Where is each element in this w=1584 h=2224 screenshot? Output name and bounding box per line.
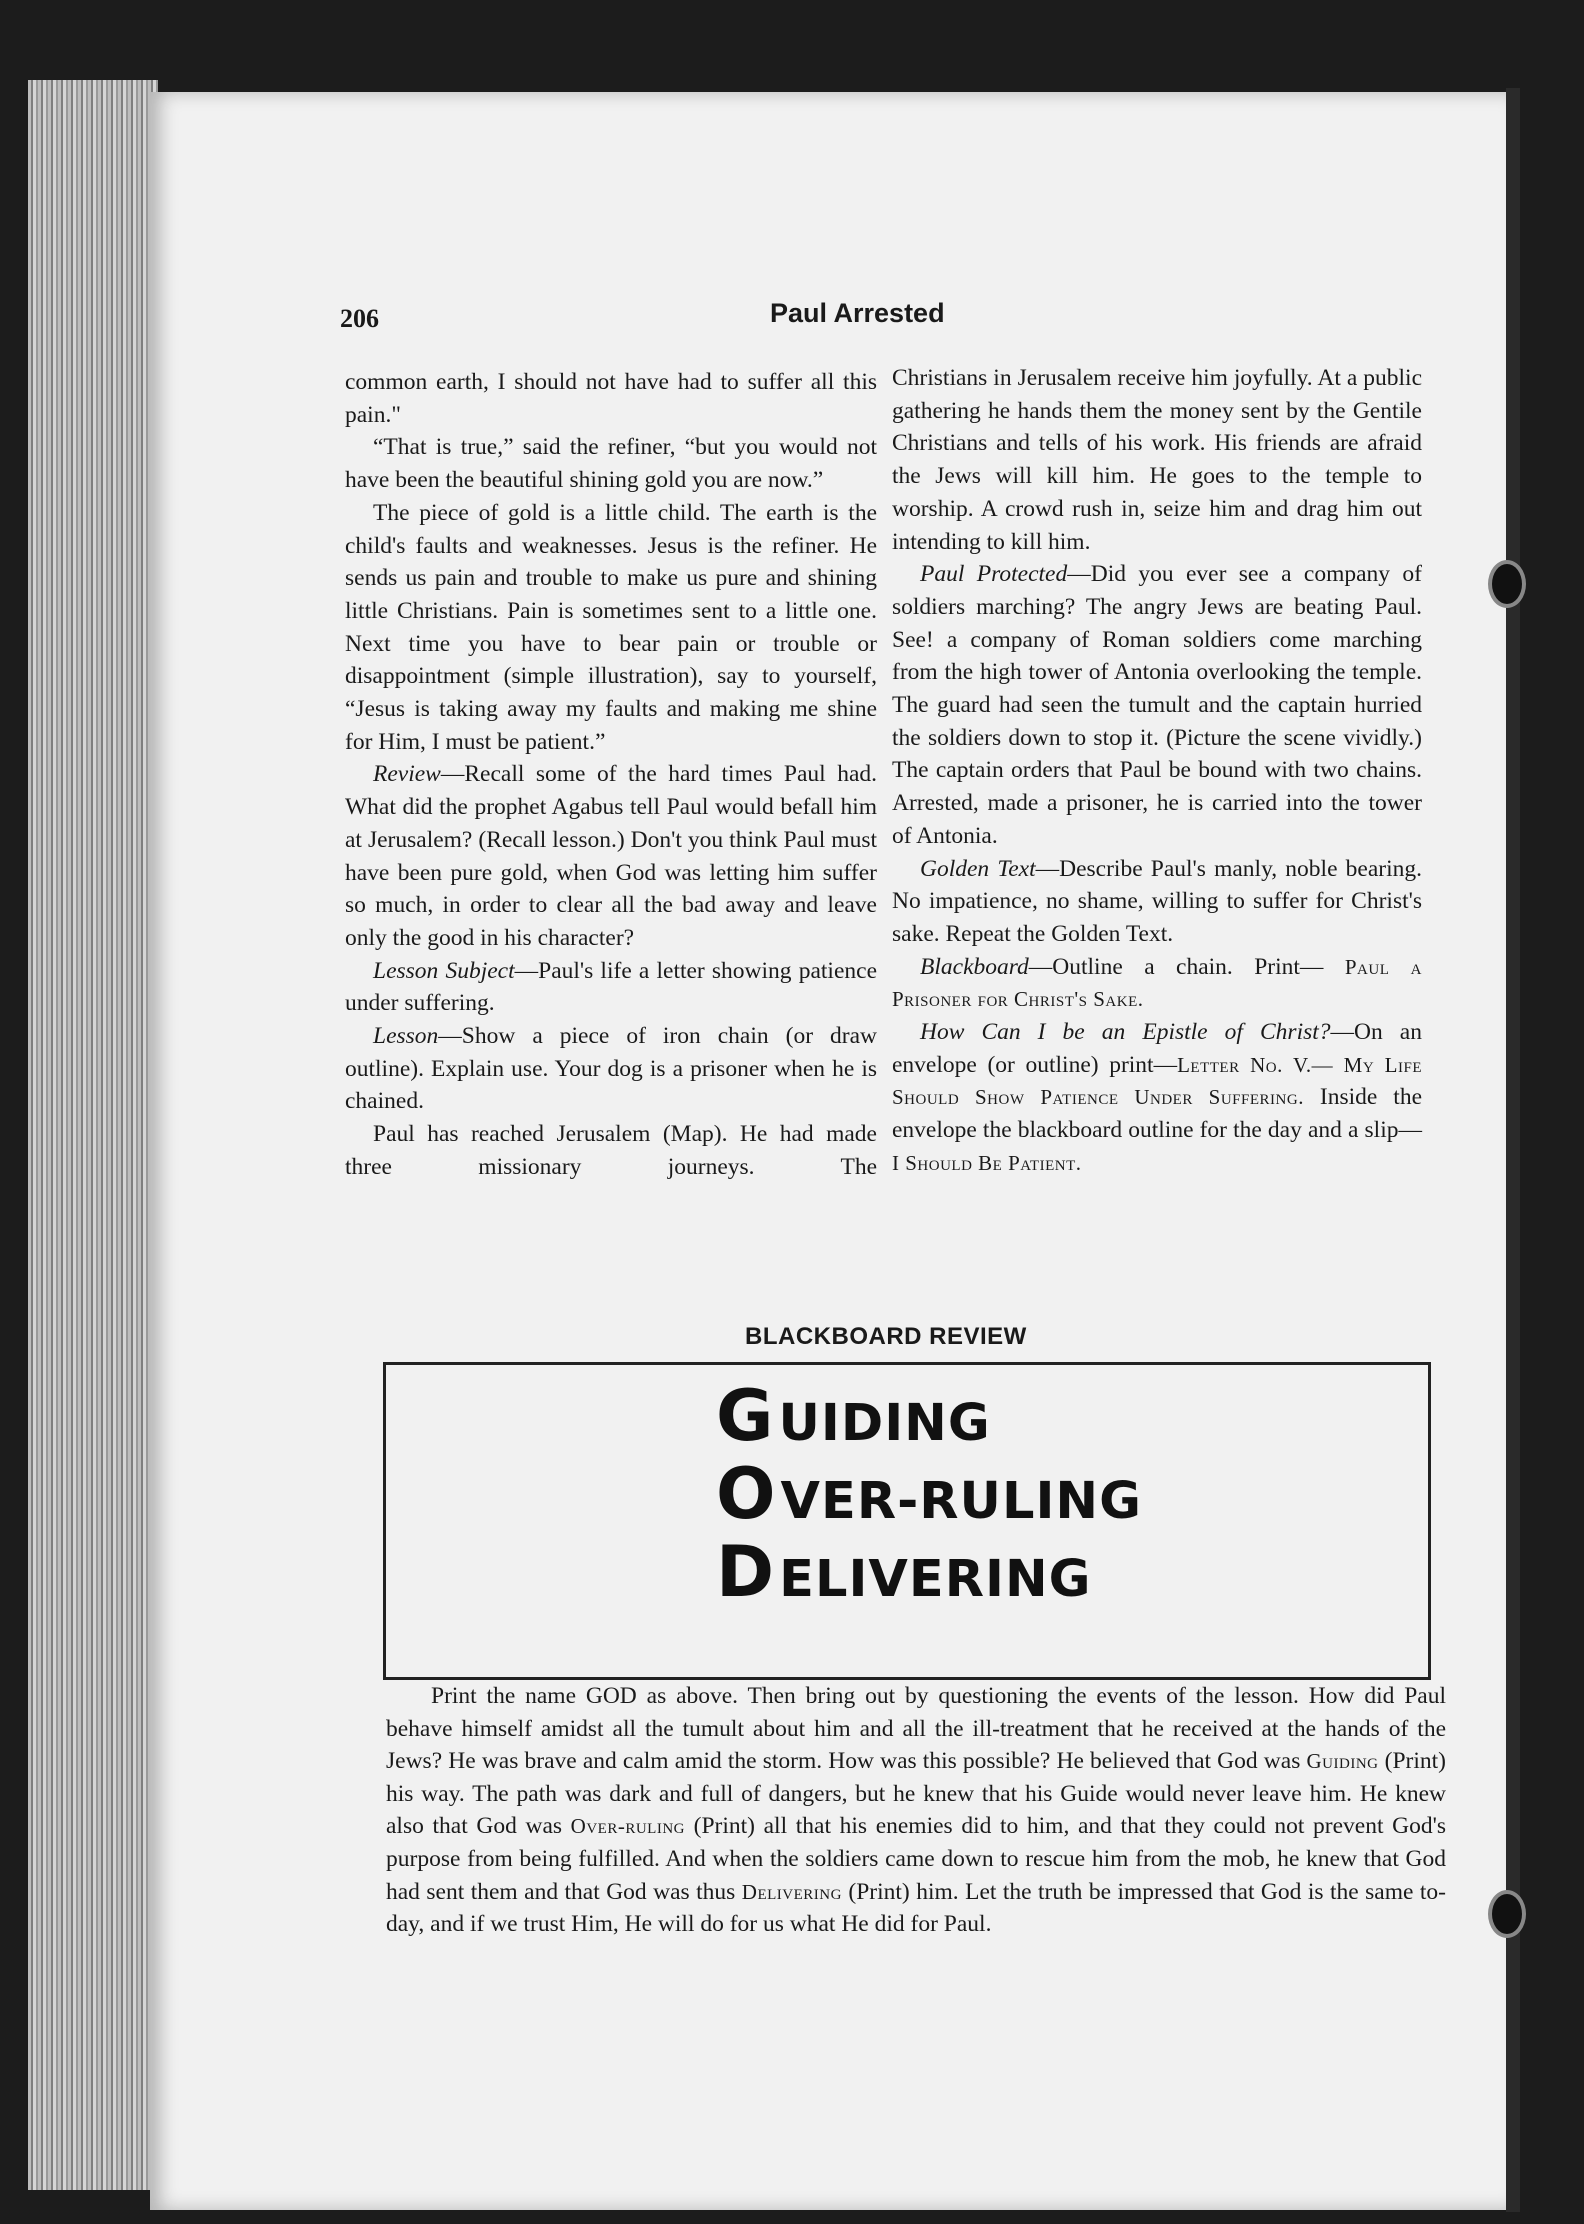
- blackboard-word: VER-RULING: [780, 1472, 1142, 1531]
- review-text: —Recall some of the hard times Paul had. What did the prophet Agabus tell Paul would befall him at Jerusalem? (Recall lesson.) Don't you think Paul must have been pure gold, when God was letting him suffer so much, in order to clear all the bad away and leave only the good in his character?: [345, 761, 877, 951]
- closing-caps: Guiding: [1306, 1749, 1379, 1774]
- running-title: Paul Arrested: [770, 298, 945, 328]
- blackboard-review-box: [383, 1362, 1431, 1680]
- lesson-label: Lesson: [373, 1023, 439, 1050]
- paul-protected-label: Paul Protected: [920, 561, 1068, 588]
- blackboard-initial: G: [716, 1375, 775, 1457]
- golden-text-text: —Describe Paul's manly, noble bearing. No impatience, no shame, willing to suffer for Christ's sake. Repeat the Golden Text.: [892, 855, 1422, 947]
- closing-caps: Delivering: [741, 1879, 842, 1904]
- paragraph: Paul has reached Jerusalem (Map). He had made three missionary journeys. The: [345, 1121, 877, 1180]
- golden-text-label: Golden Text: [920, 855, 1036, 882]
- closing-caps: Over-ruling: [570, 1814, 685, 1839]
- epistle-label: How Can I be an Epistle of Christ?: [920, 1019, 1331, 1046]
- book-page-edges: [28, 80, 158, 2190]
- paragraph: The piece of gold is a little child. The earth is the child's faults and weaknesses. Jesus is the refiner. He sends us pain and trouble to make us pure and shining little Christians. Pain is sometimes sent to a little one. Next time you have to bear pain or trouble or disappointment (simple illustration), say to yourself, “Jesus is taking away my faults and making me shine for Him, I must be patient.”: [345, 499, 877, 755]
- closing-paragraph: [386, 1680, 1446, 1941]
- closing-paragraph-block: [386, 1680, 1446, 1941]
- closing-text: (Print) him. Let the truth be impressed that God is the same to-day, and if we trust Him, He will do for us what He did for Paul.: [386, 1878, 1446, 1938]
- review-paragraph: [345, 758, 877, 954]
- blackboard-word: ELIVERING: [779, 1550, 1092, 1609]
- blackboard-line-overruling: [716, 1453, 1142, 1535]
- blackboard-initial: O: [716, 1453, 777, 1535]
- lesson-paragraph: [345, 1020, 877, 1118]
- page-number: 206: [340, 304, 379, 333]
- paul-protected-paragraph: [892, 558, 1422, 852]
- lesson-subject-paragraph: [345, 955, 877, 1020]
- paragraph: Christians in Jerusalem receive him joyfully. At a public gathering he hands them the money sent by the Gentile Christians and tells of his work. His friends are afraid the Jews will kill him. He goes to the temple to worship. A crowd rush in, seize him and drag him out intending to kill him.: [892, 365, 1422, 555]
- lesson-subject-label: Lesson Subject: [373, 957, 515, 984]
- golden-text-paragraph: [892, 853, 1422, 951]
- blackboard-caps: Paul a Prisoner for Christ's Sake.: [892, 954, 1422, 1012]
- binder-ring-bottom: [1488, 1890, 1526, 1938]
- blackboard-line-guiding: [716, 1375, 991, 1457]
- lesson-subject-text: —Paul's life a letter showing patience under suffering.: [345, 957, 877, 1017]
- closing-text: (Print) all that his enemies did to him, and that they could not prevent God's purpose from being fulfilled. And when the soldiers came down to rescue him from the mob, he knew that God had sent them and that God was thus: [386, 1813, 1446, 1905]
- epistle-text: Inside the envelope the blackboard outline for the day and a slip—: [892, 1084, 1423, 1144]
- review-label: Review: [373, 761, 441, 788]
- blackboard-initial: D: [716, 1531, 776, 1613]
- blackboard-word: UIDING: [778, 1394, 991, 1453]
- paragraph: “That is true,” said the refiner, “but you would not have been the beautiful shining gold you are now.”: [345, 434, 877, 494]
- blackboard-paragraph: [892, 951, 1422, 1016]
- epistle-caps: Letter No. V.— My Life Should Show Patience Under Suffering.: [892, 1052, 1422, 1110]
- closing-text: (Print) his way. The path was dark and full of dangers, but he knew that his Guide would never leave him. He knew also that God was: [386, 1748, 1447, 1840]
- right-column: [892, 362, 1422, 1180]
- blackboard-line-delivering: [716, 1531, 1092, 1613]
- page-header: [340, 298, 1420, 338]
- blackboard-label: Blackboard: [920, 953, 1029, 980]
- paragraph: common earth, I should not have had to suffer all this pain.": [345, 369, 877, 428]
- epistle-paragraph: [892, 1016, 1422, 1180]
- lesson-text: —Show a piece of iron chain (or draw outline). Explain use. Your dog is a prisoner when he is chained.: [345, 1023, 877, 1115]
- closing-text: Print the name GOD as above. Then bring out by questioning the events of the lesson. How did Paul behave himself amidst all the tumult about him and all the ill-treatment that he received at the hands of the Jews? He was brave and calm amid the storm. How was this possible? He believed that God was: [386, 1683, 1446, 1775]
- epistle-text: —On an envelope (or outline) print—: [892, 1019, 1422, 1078]
- blackboard-review-title: BLACKBOARD REVIEW: [745, 1323, 1027, 1350]
- left-column: [345, 366, 877, 1184]
- binder-ring-top: [1488, 560, 1526, 608]
- epistle-caps: I Should Be Patient.: [892, 1150, 1082, 1175]
- blackboard-text: —Outline a chain. Print—: [1028, 953, 1324, 980]
- paul-protected-text: —Did you ever see a company of soldiers marching? The angry Jews are beating Paul. See! a company of Roman soldiers come marching from the high tower of Antonia overlooking the temple. The guard had seen the tumult and the captain hurried the soldiers down to stop it. (Picture the scene vividly.) The captain orders that Paul be bound with two chains. Arrested, made a prisoner, he is carried into the tower of Antonia.: [892, 561, 1422, 849]
